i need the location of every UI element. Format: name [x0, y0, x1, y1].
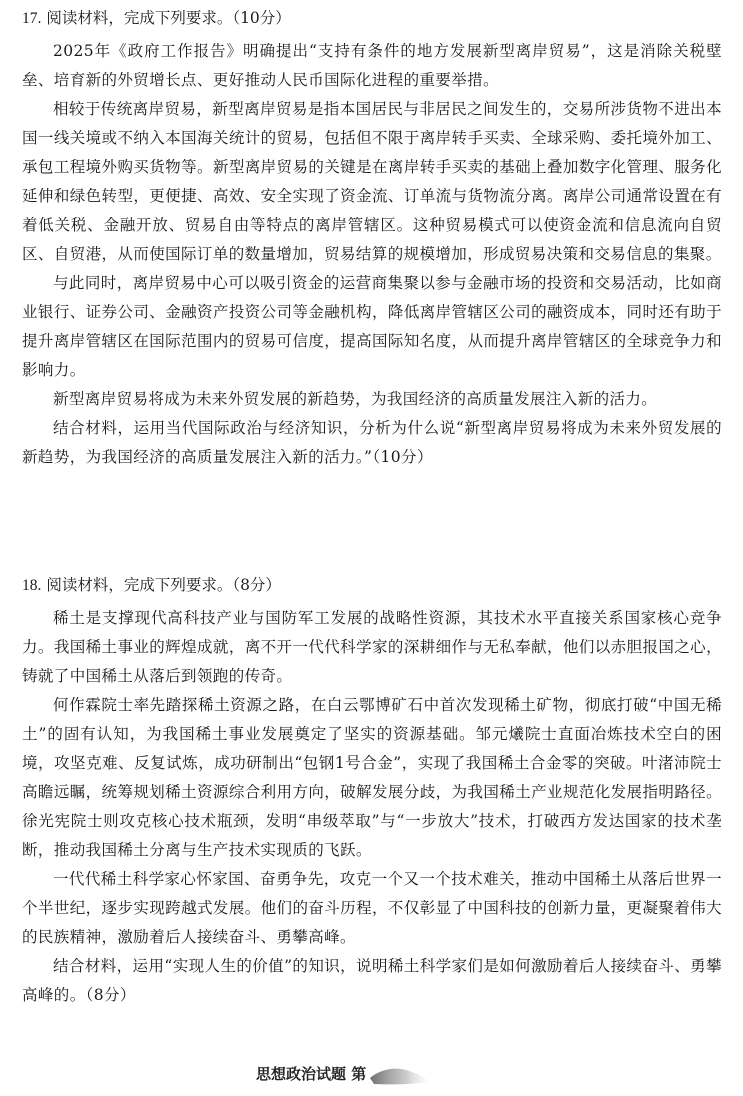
material-paragraph: 稀土是支撑现代高科技产业与国防军工发展的战略性资源，其技术水平直接关系国家核心竞争力。我国稀土事业的辉煌成就，离不开一代代科学家的深耕细作与无私奉献，他们以赤胆报国之心，铸就了中国稀土从落后到领跑的传奇。: [22, 609, 722, 685]
question-18: [22, 575, 722, 1010]
question-prompt: 结合材料，运用当代国际政治与经济知识，分析为什么说“新型离岸贸易将成为未来外贸发展的新趋势，为我国经济的高质量发展注入新的活力。”（10分）: [22, 419, 722, 466]
material-paragraph: 与此同时，离岸贸易中心可以吸引资金的运营商集聚以参与金融市场的投资和交易活动，比如商业银行、证券公司、金融资产投资公司等金融机构，降低离岸管辖区公司的融资成本，同时还有助于提升离岸管辖区在国际范围内的贸易可信度，提高国际知名度，从而提升离岸管辖区的全球竞争力和影响力。: [22, 274, 722, 379]
material-paragraph: 相较于传统离岸贸易，新型离岸贸易是指本国居民与非居民之间发生的，交易所涉货物不进出本国一线关境或不纳入本国海关统计的贸易，包括但不限于离岸转手买卖、全球采购、委托境外加工、承包工程境外购买货物等。新型离岸贸易的关键是在离岸转手买卖的基础上叠加数字化管理、服务化延伸和绿色转型，更便捷、高效、安全实现了资金流、订单流与货物流分离。离岸公司通常设置在有着低关税、金融开放、贸易自由等特点的离岸管辖区。这种贸易模式可以使资金流和信息流向自贸区、自贸港，从而使国际订单的数量增加，贸易结算的规模增加，形成贸易决策和交易信息的集聚。: [22, 100, 722, 263]
question-17: [22, 8, 722, 472]
question-number: 17.: [22, 10, 42, 27]
smudge-mark: [368, 1064, 430, 1086]
material-paragraph: 新型离岸贸易将成为未来外贸发展的新趋势，为我国经济的高质量发展注入新的活力。: [53, 390, 658, 408]
question-number: 18.: [22, 577, 42, 594]
question-18-header: [22, 575, 722, 596]
material-paragraph: 一代代稀土科学家心怀家国、奋勇争先，攻克一个又一个技术难关，推动中国稀土从落后世界一个半世纪，逐步实现跨越式发展。他们的奋斗历程，不仅彰显了中国科技的创新力量，更凝聚着伟大的民族精神，激励着后人接续奋斗、勇攀高峰。: [22, 870, 722, 946]
material-paragraph: 2025年《政府工作报告》明确提出“支持有条件的地方发展新型离岸贸易”，这是消除关税壁垒、培育新的外贸增长点、更好推动人民币国际化进程的重要举措。: [22, 42, 722, 89]
question-17-header: [22, 8, 722, 29]
material-paragraph: 何作霖院士率先踏探稀土资源之路，在白云鄂博矿石中首次发现稀土矿物，彻底打破“中国无稀土”的固有认知，为我国稀土事业发展奠定了坚实的资源基础。邹元爔院士直面冶炼技术空白的困境，攻坚克难、反复试炼，成功研制出“包钢1号合金”，实现了我国稀土合金零的突破。叶渚沛院士高瞻远瞩，统筹规划稀土资源综合利用方向，破解发展分歧，为我国稀土产业规范化发展指明路径。徐光宪院士则攻克核心技术瓶颈，发明“串级萃取”与“一步放大”技术，打破西方发达国家的技术垄断，推动我国稀土分离与生产技术实现质的飞跃。: [22, 696, 722, 859]
question-prompt: 结合材料，运用“实现人生的价值”的知识，说明稀土科学家们是如何激励着后人接续奋斗、勇攀高峰的。（8分）: [22, 957, 722, 1004]
question-instruction: 阅读材料，完成下列要求。（10分）: [46, 9, 291, 27]
page-footer: 思想政治试题 第: [256, 1065, 367, 1083]
question-instruction: 阅读材料，完成下列要求。（8分）: [46, 576, 281, 594]
